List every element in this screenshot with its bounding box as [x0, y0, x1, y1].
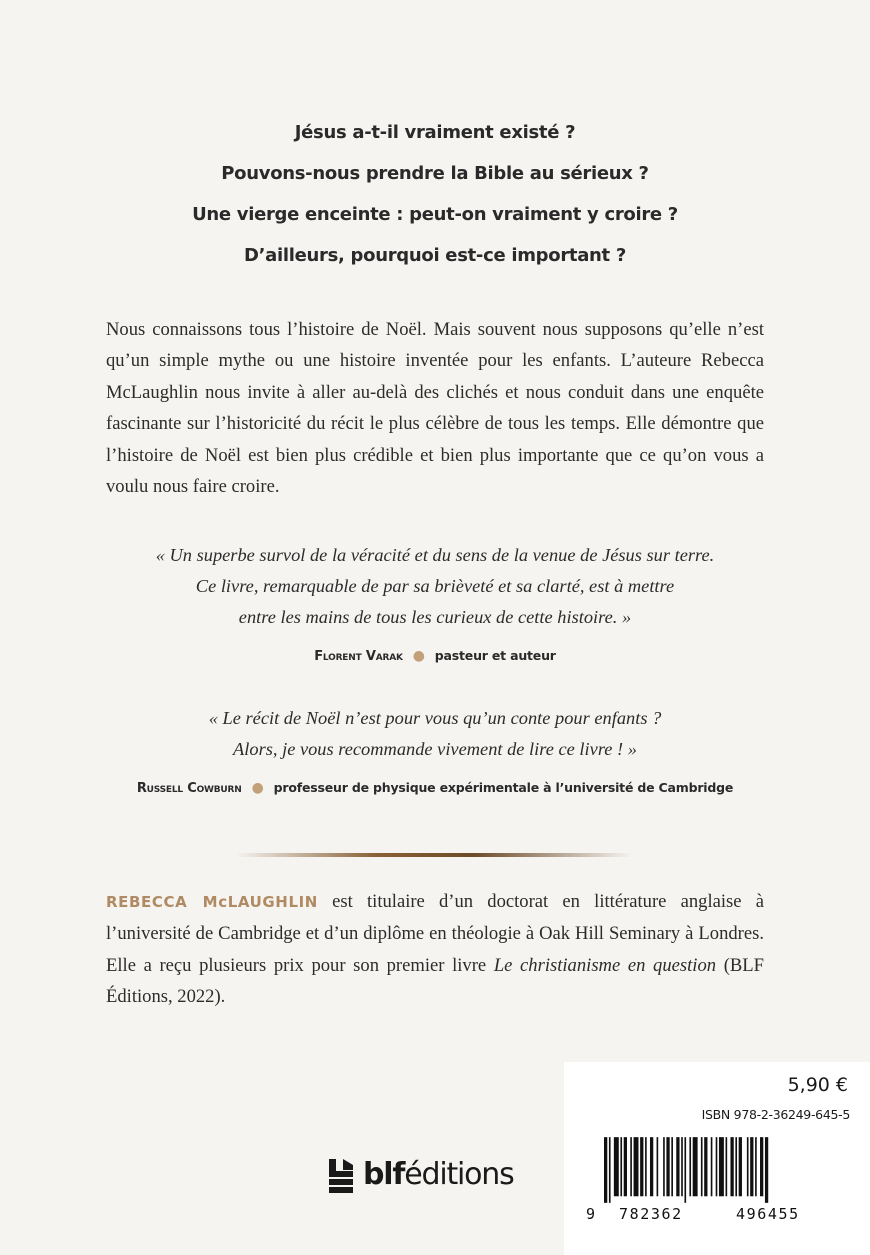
endorser-role: pasteur et auteur [434, 648, 556, 663]
publisher-name [363, 1157, 514, 1193]
quote-line: « Un superbe survol de la véracité et du sens de la venue de Jésus sur terre. [155, 545, 715, 565]
barcode-bar [676, 1137, 679, 1196]
barcode-bar [681, 1137, 683, 1196]
endorser-name: Russell Cowburn [136, 781, 242, 796]
barcode-bar [620, 1137, 622, 1196]
barcode-panel [564, 1062, 870, 1255]
author-name: REBECCA McLAUGHLIN [106, 893, 318, 911]
barcode-bar [614, 1137, 619, 1196]
barcode-digit-first: 9 [586, 1205, 596, 1223]
barcode-bar [739, 1137, 742, 1196]
endorser-name: Florent Varak [314, 649, 403, 664]
barcode-bar [640, 1137, 643, 1196]
quote-line: Alors, je vous recommande vivement de lire ce livre ! » [233, 739, 637, 759]
barcode-bar [711, 1137, 713, 1196]
barcode-bar [634, 1137, 639, 1196]
endorser-role: professeur de physique expérimentale à l’université de Cambridge [273, 780, 734, 795]
barcode-bar [735, 1137, 737, 1196]
barcode-bar [701, 1137, 703, 1196]
barcode-bar [719, 1137, 724, 1196]
question-4: D’ailleurs, pourquoi est-ce important ? [244, 245, 626, 266]
publisher-logo [325, 1155, 514, 1195]
barcode-bar [689, 1137, 691, 1196]
barcode-bar [624, 1137, 627, 1196]
barcode-bar [645, 1137, 647, 1196]
book-stack-icon [325, 1157, 357, 1193]
barcode-bar [684, 1137, 686, 1203]
quote-line: Ce livre, remarquable de par sa brièveté et sa clarté, est à mettre [195, 576, 675, 596]
publisher-name-rest: éditions [404, 1157, 514, 1192]
barcode-bar [650, 1137, 653, 1196]
quote-line: « Le récit de Noël n’est pour vous qu’un conte pour enfants ? [208, 708, 662, 728]
questions-block [0, 118, 870, 282]
quote-line: entre les mains de tous les curieux de cette histoire. » [238, 607, 632, 627]
barcode-bar [704, 1137, 707, 1196]
barcode-bar [630, 1137, 632, 1196]
barcode-bar [666, 1137, 669, 1196]
barcode-bar [716, 1137, 718, 1196]
bullet-dot-icon: ● [412, 648, 425, 664]
barcode-bar [604, 1137, 607, 1203]
bio-text-end: (BLF Éditions, 2022). [106, 954, 765, 1008]
price-label: 5,90 € [787, 1074, 848, 1096]
question-1: Jésus a-t-il vraiment existé ? [294, 122, 576, 143]
barcode-bar [663, 1137, 665, 1196]
barcode-bar [657, 1137, 659, 1196]
question-3: Une vierge enceinte : peut-on vraiment y croire ? [192, 204, 678, 225]
book-title: Le christianisme en question [493, 954, 717, 976]
author-bio [106, 886, 764, 1013]
barcode-bar [747, 1137, 749, 1196]
barcode-bar [730, 1137, 733, 1196]
barcode-bar [760, 1137, 763, 1196]
barcode-digits-right: 496455 [736, 1205, 800, 1223]
question-2: Pouvons-nous prendre la Bible au sérieux ? [221, 163, 649, 184]
endorsement-quote-1 [0, 540, 870, 633]
barcode-bar [609, 1137, 611, 1203]
barcode-bar [671, 1137, 673, 1196]
endorsement-attribution-2 [0, 780, 870, 796]
isbn-label: ISBN 978-2-36249-645-5 [701, 1107, 850, 1122]
divider-rule [236, 853, 632, 857]
barcode-bar [765, 1137, 768, 1203]
summary-paragraph: Nous connaissons tous l’histoire de Noël. Mais souvent nous supposons qu’elle n’est qu’un simple mythe ou une histoire inventée pour les enfants. L’auteure Rebecca McLaughlin nous invite à aller au-delà des clichés et nous conduit dans une enquête fascinante sur l’historicité du récit le plus célèbre de tous les temps. Elle démontre que l’histoire de Noël est bien plus crédible et bien plus importante que ce qu’on vous a voulu nous faire croire. [106, 319, 764, 498]
barcode-bar [755, 1137, 757, 1196]
barcode-icon [604, 1130, 806, 1210]
barcode-bar [726, 1137, 728, 1196]
endorsement-attribution-1 [0, 648, 870, 664]
barcode-digits-left: 782362 [619, 1205, 683, 1223]
publisher-name-bold: blf [363, 1157, 405, 1192]
barcode-bar [750, 1137, 753, 1196]
bullet-dot-icon: ● [251, 780, 264, 796]
barcode-bar [693, 1137, 698, 1196]
endorsement-quote-2 [0, 703, 870, 765]
bio-text: est titulaire d’un doctorat en littérature anglaise à l’université de Cambridge et d’un diplôme en théologie à Oak Hill Seminary à Londres. Elle a reçu plusieurs prix pour son premier livre [106, 891, 764, 976]
